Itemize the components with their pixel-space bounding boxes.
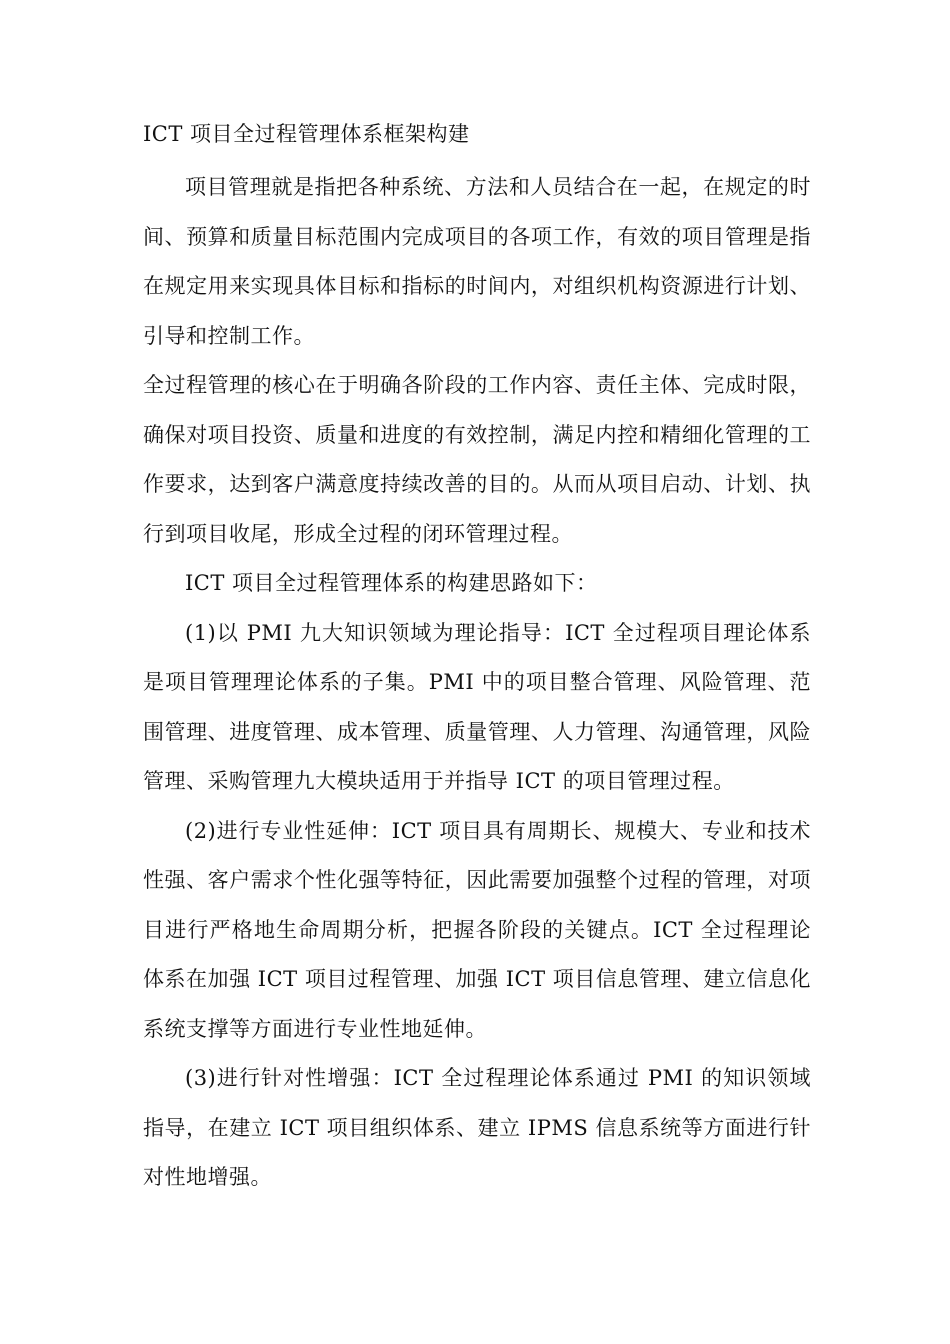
document-page [143,110,811,1203]
paragraph-definition: 项目管理就是指把各种系统、方法和人员结合在一起，在规定的时间、预算和质量目标范围内完成项目的各项工作，有效的项目管理是指在规定用来实现具体目标和指标的时间内，对组织机构资源进行计划、引导和控制工作。 [143,175,811,348]
paragraph-approach-intro: ICT 项目全过程管理体系的构建思路如下： [185,571,598,595]
paragraph-point-3: (3)进行针对性增强：ICT 全过程理论体系通过 PMI 的知识领域指导，在建立 ICT 项目组织体系、建立 IPMS 信息系统等方面进行针对性地增强。 [143,1066,811,1189]
document-title: ICT 项目全过程管理体系框架构建 [143,122,470,146]
paragraph-point-2: (2)进行专业性延伸：ICT 项目具有周期长、规模大、专业和技术性强、客户需求个性化强等特征，因此需要加强整个过程的管理，对项目进行严格地生命周期分析，把握各阶段的关键点。ICT 全过程理论体系在加强 ICT 项目过程管理、加强 ICT 项目信息管理、建立信息化系统支撑等方面进行专业性地延伸。 [143,818,811,1041]
paragraph-core: 全过程管理的核心在于明确各阶段的工作内容、责任主体、完成时限，确保对项目投资、质量和进度的有效控制，满足内控和精细化管理的工作要求，达到客户满意度持续改善的目的。从而从项目启动、计划、执行到项目收尾，形成全过程的闭环管理过程。 [143,373,811,546]
paragraph-point-1: (1)以 PMI 九大知识领域为理论指导：ICT 全过程项目理论体系是项目管理理论体系的子集。PMI 中的项目整合管理、风险管理、范围管理、进度管理、成本管理、质量管理、人力管理、沟通管理，风险管理、采购管理九大模块适用于并指导 ICT 的项目管理过程。 [143,620,811,793]
